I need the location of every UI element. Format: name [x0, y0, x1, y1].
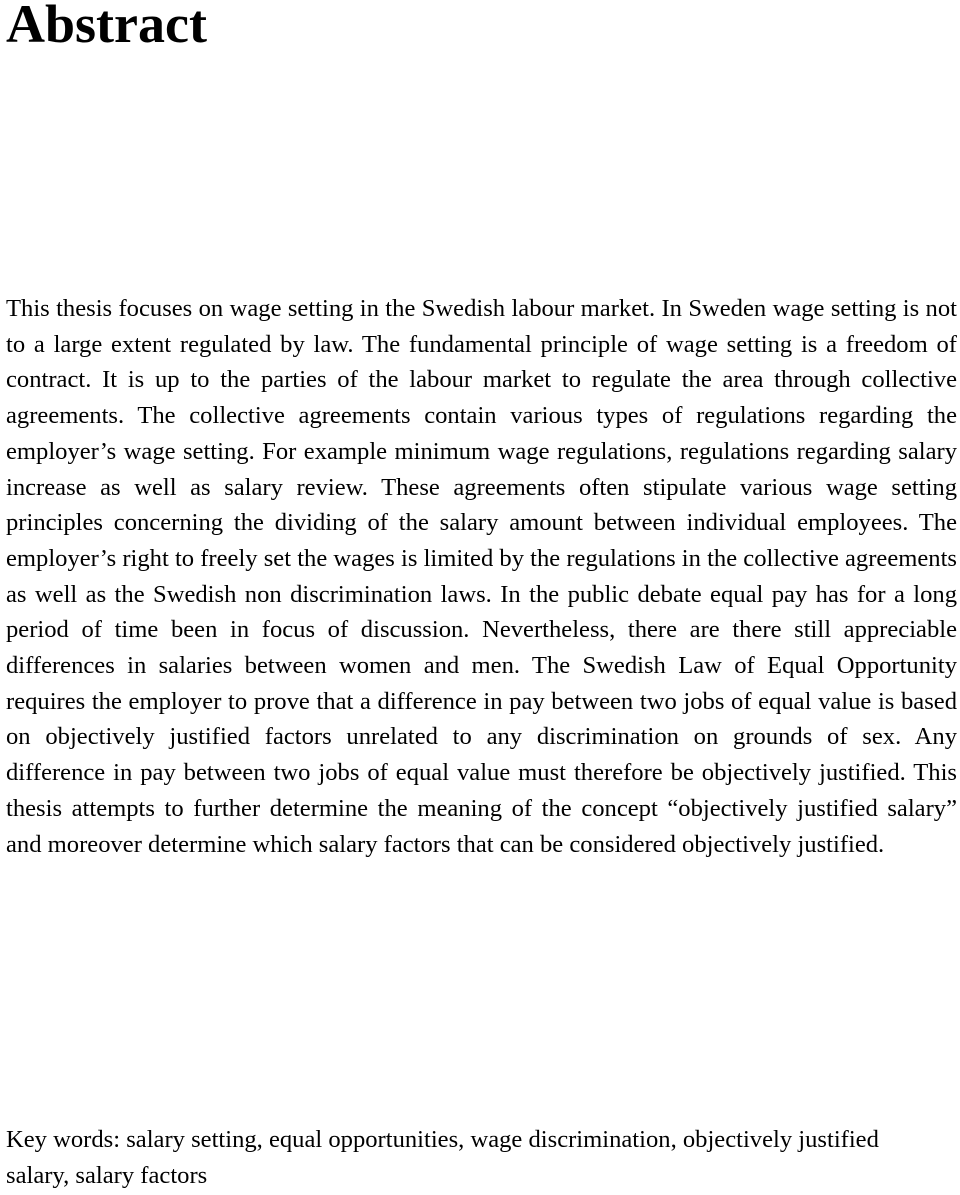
- page-title: Abstract: [6, 0, 207, 54]
- abstract-paragraph: This thesis focuses on wage setting in the Swedish labour market. In Sweden wage setting is not to a large extent regulated by law. The fundamental principle of wage setting is a freedom of contract. It is up to the parties of the labour market to regulate the area through collective agreements. The collective agreements contain various types of regulations regarding the employer’s wage setting. For example minimum wage regulations, regulations regarding salary increase as well as salary review. These agreements often stipulate various wage setting principles concerning the dividing of the salary amount between individual employees. The employer’s right to freely set the wages is limited by the regulations in the collective agreements as well as the Swedish non discrimination laws. In the public debate equal pay has for a long period of time been in focus of discussion. Nevertheless, there are there still appreciable differences in salaries between women and men. The Swedish Law of Equal Opportunity requires the employer to prove that a difference in pay between two jobs of equal value is based on objectively justified factors unrelated to any discrimination on grounds of sex. Any difference in pay between two jobs of equal value must therefore be objectively justified. This thesis attempts to further determine the meaning of the concept “objectively justified salary” and moreover determine which salary factors that can be considered objectively justified.: [6, 295, 957, 858]
- keywords-line: Key words: salary setting, equal opportunities, wage discrimination, objectively justified salary, salary factors: [6, 1126, 879, 1189]
